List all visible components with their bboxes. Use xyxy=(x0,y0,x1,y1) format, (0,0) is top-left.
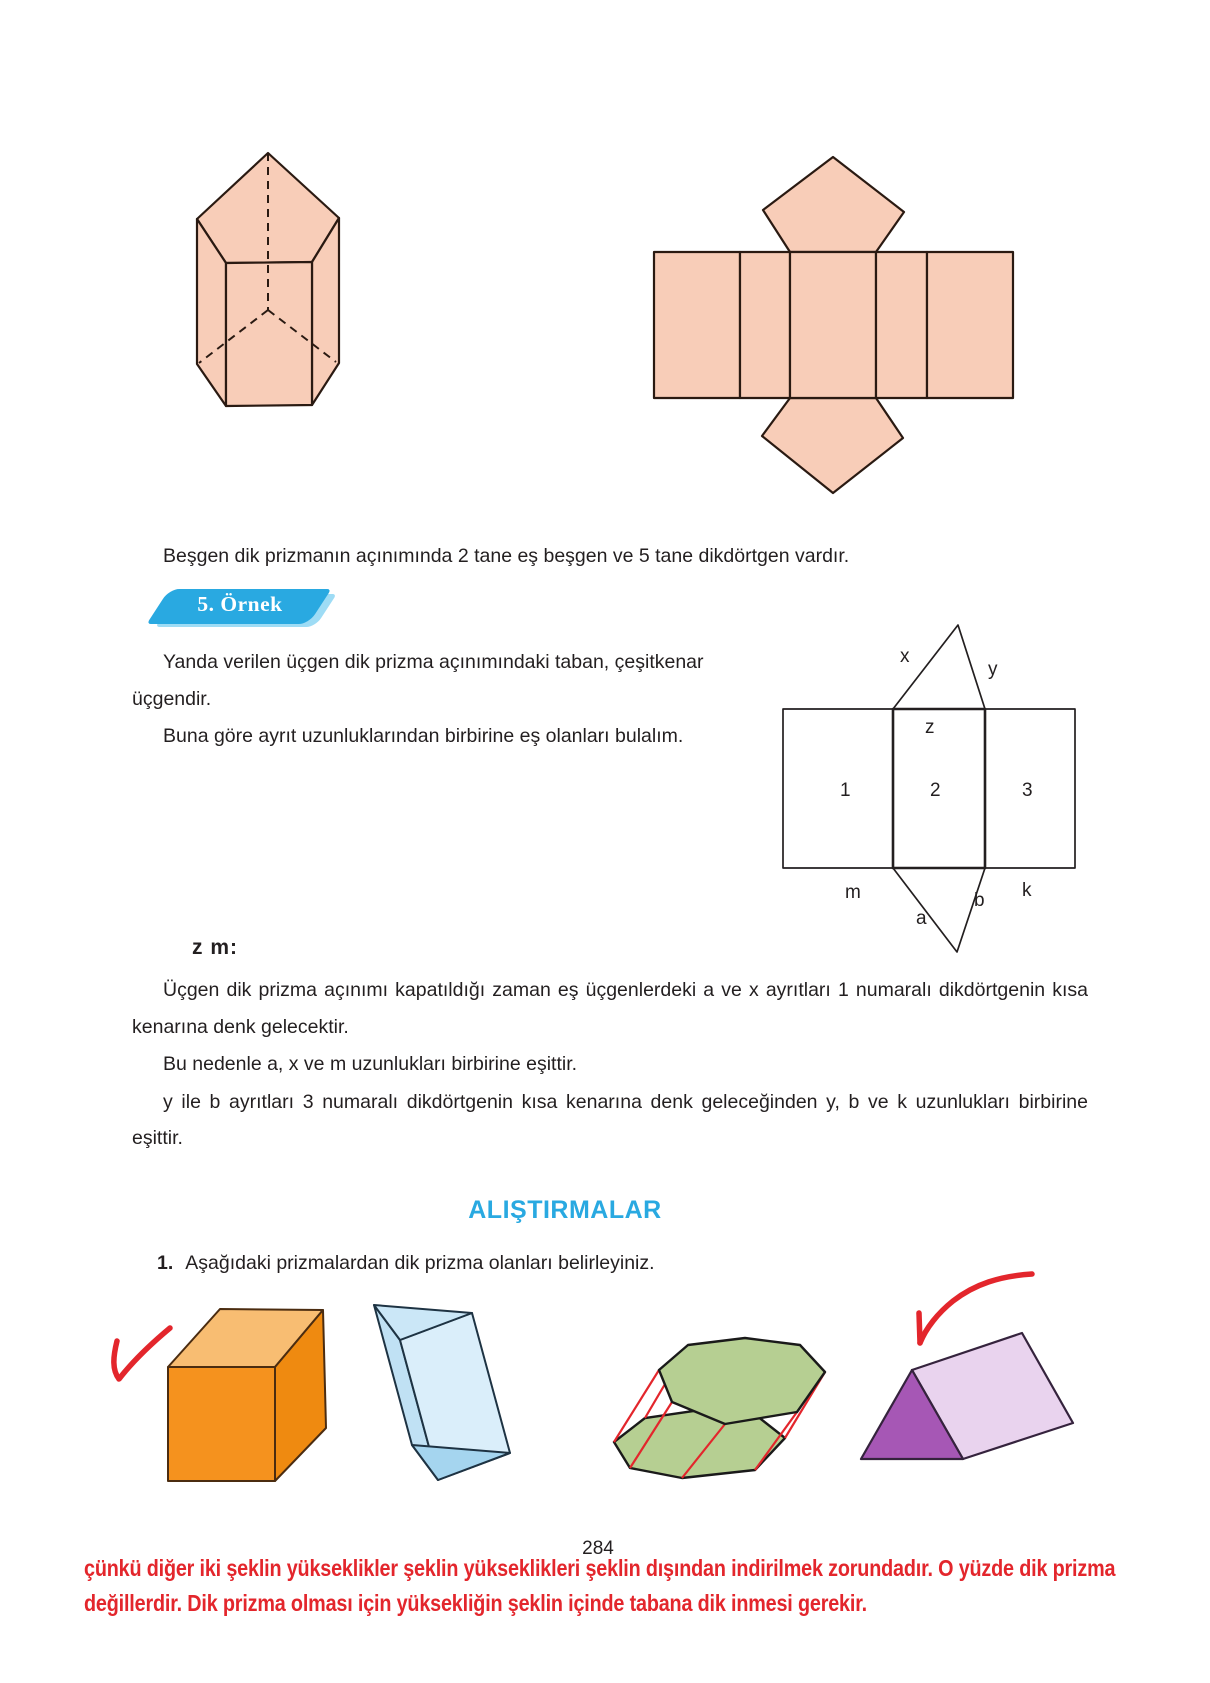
edge-label-b: b xyxy=(974,890,985,911)
example-text xyxy=(132,644,732,756)
net-bottom-pentagon xyxy=(762,398,903,493)
solution-paragraph-3: y ile b ayrıtları 3 numaralı dikdörtgenin kısa kenarına denk geleceğinden y, b ve k uzunlukları birbirine eşittir. xyxy=(132,1090,1088,1149)
red-arrow-annotation xyxy=(919,1274,1032,1343)
pentagonal-prism-net-figure xyxy=(595,135,1040,510)
net-rect-2 xyxy=(740,252,790,398)
net-top-pentagon xyxy=(763,157,904,252)
edge-label-y: y xyxy=(988,659,998,680)
handwritten-note-line-1: çünkü diğer iki şeklin yükseklikler şeklin yükseklikleri şeklin dışından indirilmek zorundadır. O yüzde dik prizma xyxy=(84,1555,1116,1581)
net-top-triangle xyxy=(893,625,985,709)
pentagonal-prism-figure xyxy=(175,140,360,430)
purple-prism-figure xyxy=(861,1333,1073,1459)
example-badge-label: 5. Örnek xyxy=(197,592,283,616)
solution-text xyxy=(132,972,1088,1158)
solution-paragraph-2: Bu nedenle a, x ve m uzunlukları birbirine eşittir. xyxy=(163,1053,578,1075)
net-rect-5 xyxy=(927,252,1013,398)
example-paragraph-1: Yanda verilen üçgen dik prizma açınımındaki taban, çeşitkenar üçgendir. xyxy=(132,651,704,710)
net-caption: Beşgen dik prizmanın açınımında 2 tane eş beşgen ve 5 tane dikdörtgen vardır. xyxy=(163,545,850,567)
exercise-1-text: Aşağıdaki prizmalardan dik prizma olanları belirleyiniz. xyxy=(185,1252,655,1274)
triangular-prism-net-figure xyxy=(770,600,1100,965)
net-rect-1 xyxy=(654,252,740,398)
red-checkmark-annotation xyxy=(114,1328,170,1379)
net-bottom-triangle xyxy=(893,868,985,952)
net-rect-3 xyxy=(790,252,876,398)
blue-oblique-prism-figure xyxy=(374,1305,510,1480)
edge-label-x: x xyxy=(900,646,910,667)
cube-front-face xyxy=(168,1367,275,1481)
net-rect-4 xyxy=(876,252,927,398)
rect-label-3: 3 xyxy=(1022,780,1033,801)
rect-label-2: 2 xyxy=(930,780,941,801)
prisms-figure-row xyxy=(80,1260,1110,1510)
edge-label-a: a xyxy=(916,908,927,929)
example-paragraph-2: Buna göre ayrıt uzunluklarından birbirine eş olanları bulalım. xyxy=(163,725,684,747)
exercises-heading: ALIŞTIRMALAR xyxy=(468,1196,662,1224)
orange-cube-figure xyxy=(168,1309,326,1481)
edge-label-k: k xyxy=(1022,880,1032,901)
edge-label-z: z xyxy=(925,717,935,738)
solution-paragraph-1: Üçgen dik prizma açınımı kapatıldığı zaman eş üçgenlerdeki a ve x ayrıtları 1 numaralı dikdörtgenin kısa kenarına denk gelecektir. xyxy=(132,979,1088,1038)
net-rectangle-1 xyxy=(783,709,893,868)
exercise-1-number: 1. xyxy=(157,1252,174,1274)
handwritten-red-note xyxy=(84,1551,1202,1621)
rect-label-1: 1 xyxy=(840,780,851,801)
page-number: 284 xyxy=(582,1538,614,1559)
solution-heading: z m: xyxy=(192,936,238,959)
green-prism-bottom-octagon xyxy=(614,1410,785,1478)
example-badge xyxy=(152,588,347,630)
handwritten-note-line-2: değillerdir. Dik prizma olması için yüksekliğin şeklin içinde tabana dik inmesi gerekir. xyxy=(84,1590,867,1616)
green-oblique-prism-figure xyxy=(614,1338,825,1478)
edge-label-m: m xyxy=(845,882,861,903)
